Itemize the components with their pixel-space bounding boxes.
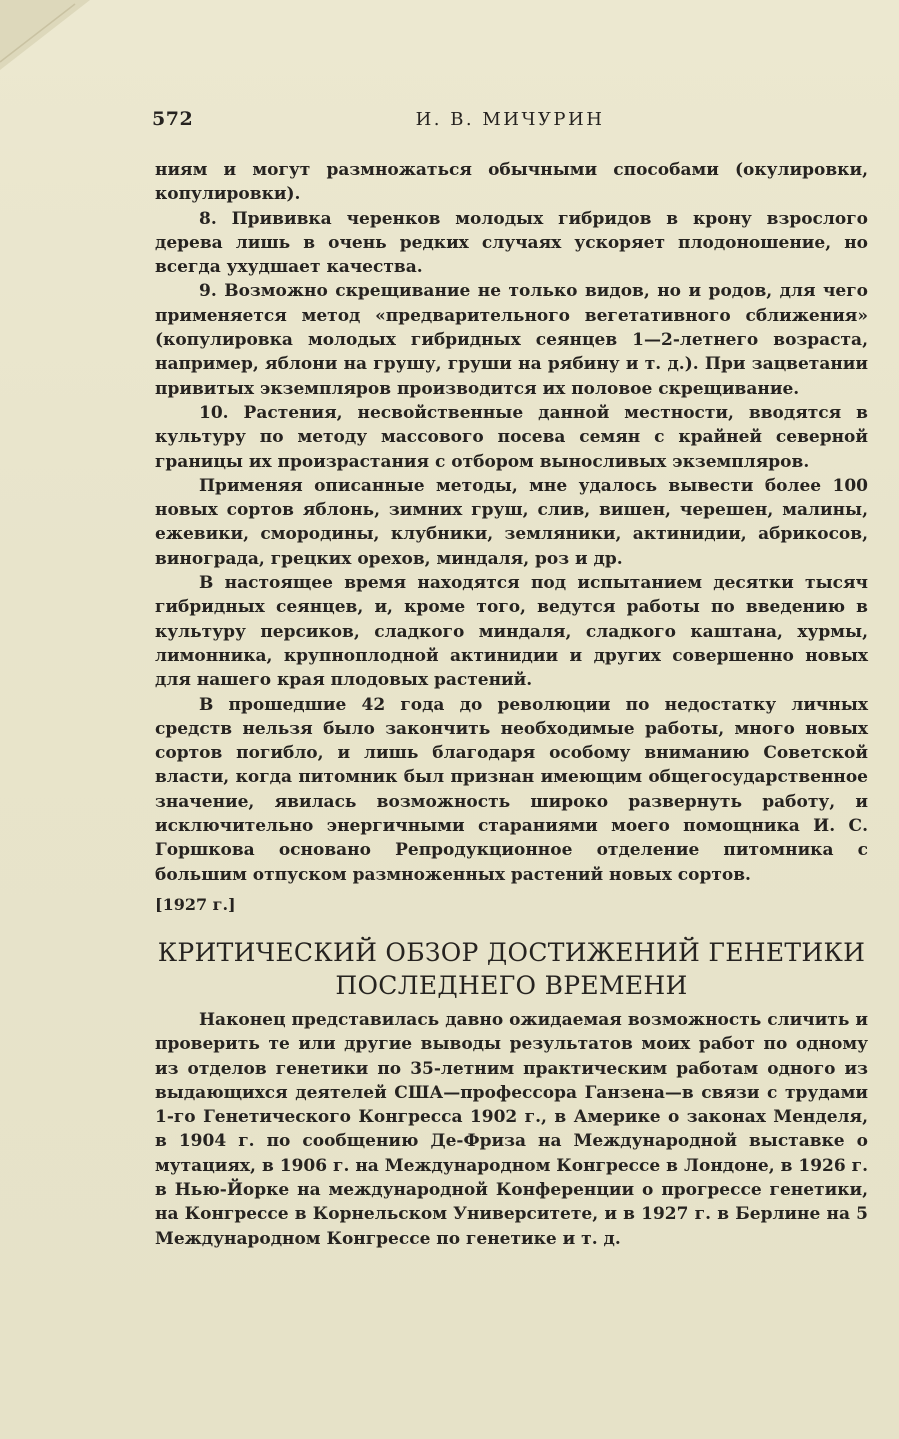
paragraph-results: Применяя описанные методы, мне удалось вывести более 100 новых сортов яблонь, зимних груш, слив, вишен, черешен, малины, ежевики, смородины, клубники, земляники, актинидии, абрикосов, винограда, грецких орехов, миндаля, роз и др. xyxy=(155,475,868,569)
section-paragraph: Наконец представилась давно ожидаемая возможность сличить и проверить те или другие выводы результатов моих работ по одному из отделов генетики по 35-летним практическим работам одного из выдающихся деятелей США—профессора Ганзена—в связи с трудами 1-го Генетического Конгресса 1902 г., в Америке о законах Менделя, в 1904 г. по сообщению Де-Фриза на Международной выставке о мутациях, в 1906 г. на Международном Конгрессе в Лондоне, в 1926 г. в Нью-Йорке на международной Конференции о прогрессе генетики, на Конгрессе в Корнельском Университете, и в 1927 г. в Берлине на 5 Международном Конгрессе по генетике и т. д. xyxy=(155,1010,868,1249)
paragraph-item-10: 10. Растения, несвойственные данной местности, вводятся в культуру по методу массового посева семян с крайней северной границы их произрастания с отбором выносливых экземпляров. xyxy=(155,402,868,472)
paragraph-continued: ниям и могут размножаться обычными способами (окулировки, копулировки). xyxy=(155,160,868,205)
paragraph-current-work: В настоящее время находятся под испытанием десятки тысяч гибридных сеянцев, и, кроме того, ведутся работы по введению в культуру персиков, сладкого миндаля, сладкого каштана, хурмы, лимонника, крупноплодной актинидии и других совершенно новых для нашего края плодовых растений. xyxy=(155,573,868,691)
section-title-line-2: ПОСЛЕДНЕГО ВРЕМЕНИ xyxy=(335,971,688,1000)
running-head: И. В. МИЧУРИН xyxy=(415,109,605,130)
section-title-line-1: КРИТИЧЕСКИЙ ОБЗОР ДОСТИЖЕНИЙ ГЕНЕТИКИ xyxy=(157,938,866,967)
section-title xyxy=(155,936,868,1002)
paragraph-item-8: 8. Прививка черенков молодых гибридов в крону взрослого дерева лишь в очень редких случаях ускоряет плодоношение, но всегда ухудшает качества. xyxy=(155,208,868,278)
paragraph-item-9: 9. Возможно скрещивание не только видов, но и родов, для чего применяется метод «предварительного вегетативного сближения» (копулировка молодых гибридных сеянцев 1—2-летнего возраста, например, яблони на грушу, груши на рябину и т. д.). При зацветании привитых экземпляров производится их половое скрещивание. xyxy=(155,281,868,399)
page-corner-fold xyxy=(0,0,90,70)
date-note: [1927 г.] xyxy=(155,895,236,914)
section-text xyxy=(155,1008,868,1251)
page-header xyxy=(152,108,868,138)
page-number: 572 xyxy=(152,108,194,130)
paragraph-history: В прошедшие 42 года до революции по недостатку личных средств нельзя было закончить необходимые работы, много новых сортов погибло, и лишь благодаря особому вниманию Советской власти, когда питомник был признан имеющим общегосударственное значение, явилась возможность широко развернуть работу, и исключительно энергичными стараниями моего помощника И. С. Горшкова основано Репродукционное отделение питомника с большим отпуском размноженных растений новых сортов. xyxy=(155,694,868,885)
main-text xyxy=(155,158,868,887)
